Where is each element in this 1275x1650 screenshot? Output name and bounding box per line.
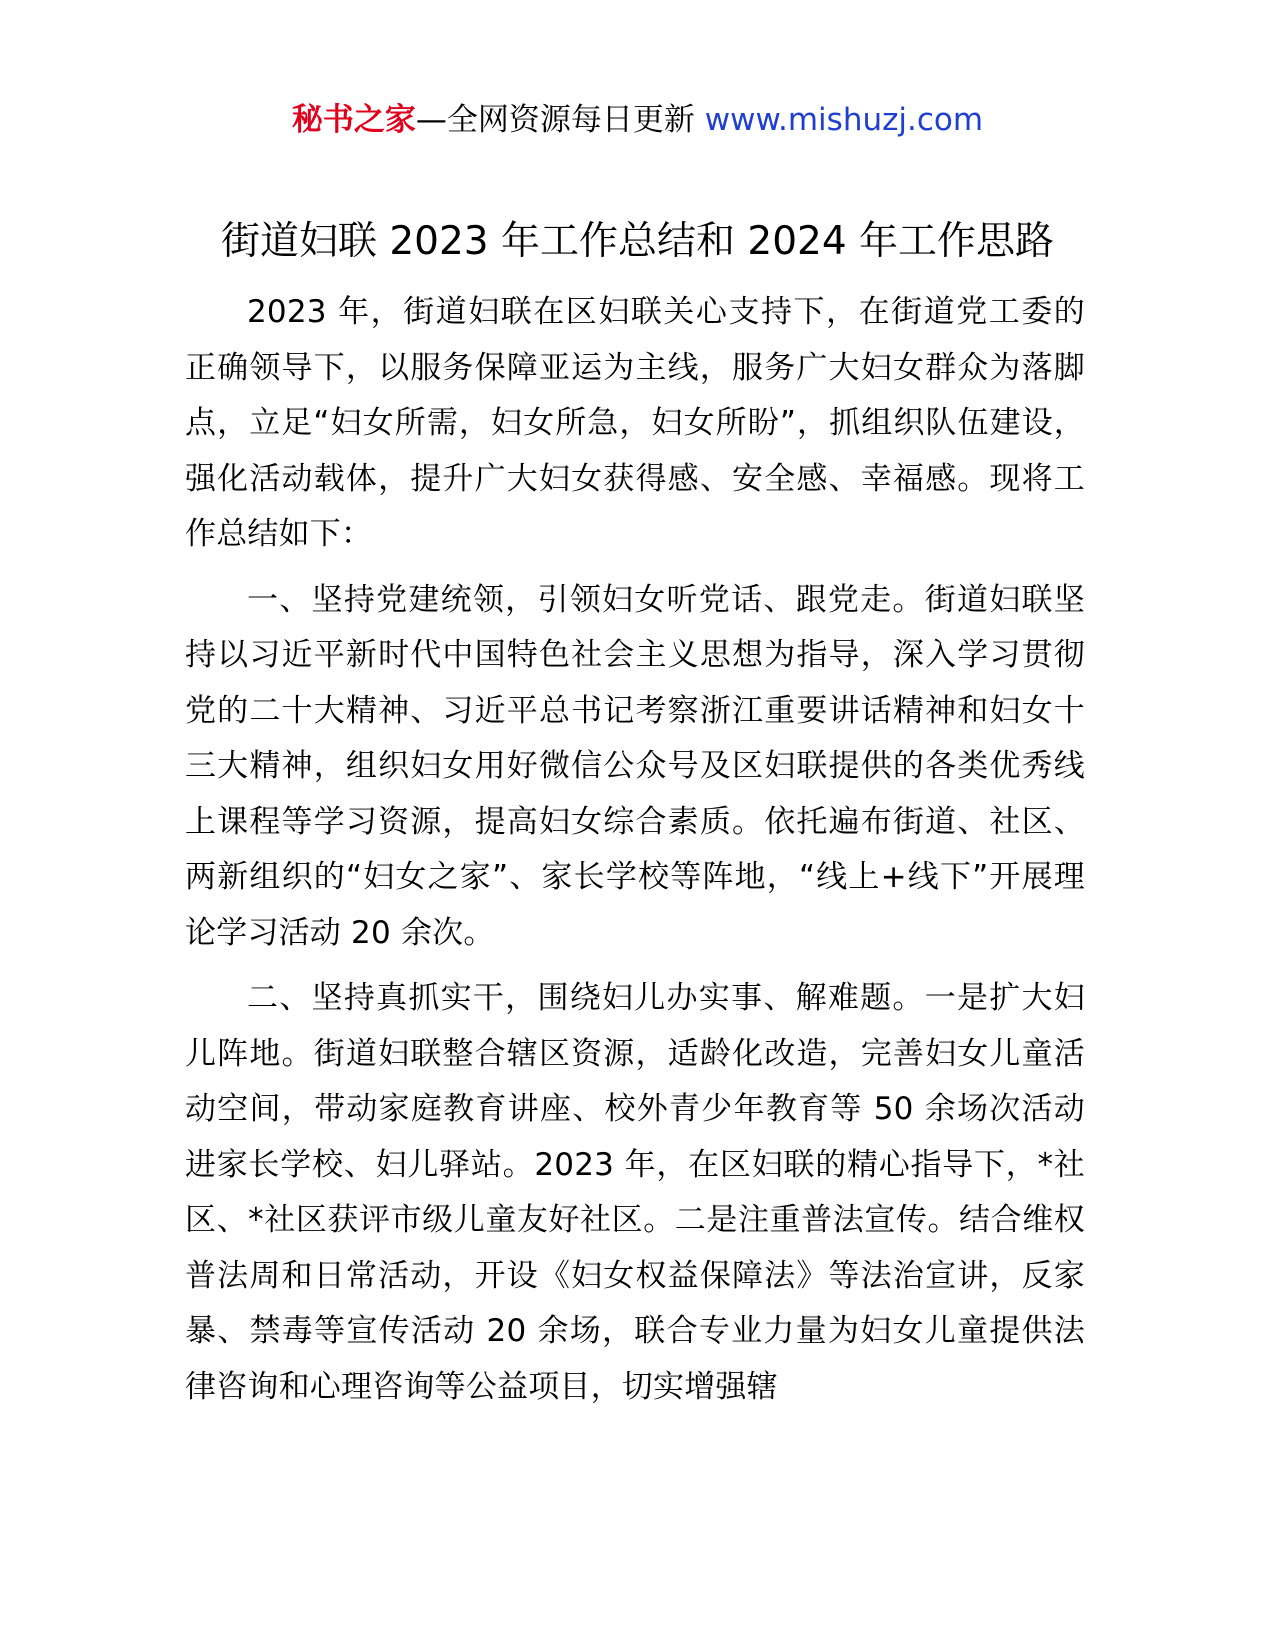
site-url-link[interactable]: www.mishuzj.com: [704, 102, 984, 138]
paragraph-section-2: 二、坚持真抓实干，围绕妇儿办实事、解难题。一是扩大妇儿阵地。街道妇联整合辖区资源，适龄化改造，完善妇女儿童活动空间，带动家庭教育讲座、校外青少年教育等 50 余场次活动进家长学校、妇儿驿站。2023 年，在区妇联的精心指导下，*社区、*社区获评市级儿童友好社区。二是注重普法宣传。结合维权普法周和日常活动，开设《妇女权益保障法》等法治宣讲，反家暴、禁毒等宣传活动 20 余场，联合专业力量为妇女儿童提供法律咨询和心理咨询等公益项目，切实增强辖: [185, 980, 1085, 1405]
document-body: [185, 285, 1085, 1425]
paragraph-section-1: 一、坚持党建统领，引领妇女听党话、跟党走。街道妇联坚持以习近平新时代中国特色社会主义思想为指导，深入学习贯彻党的二十大精神、习近平总书记考察浙江重要讲话精神和妇女十三大精神，组织妇女用好微信公众号及区妇联提供的各类优秀线上课程等学习资源，提高妇女综合素质。依托遍布街道、社区、两新组织的“妇女之家”、家长学校等阵地，“线上+线下”开展理论学习活动 20 余次。: [185, 581, 1085, 951]
site-header: [0, 98, 1275, 142]
brand-name: 秘书之家: [291, 102, 416, 138]
paragraph-intro: 2023 年，街道妇联在区妇联关心支持下，在街道党工委的正确领导下，以服务保障亚运为主线，服务广大妇女群众为落脚点，立足“妇女所需，妇女所急，妇女所盼”，抓组织队伍建设，强化活动载体，提升广大妇女获得感、安全感、幸福感。现将工作总结如下：: [185, 294, 1085, 552]
header-slogan: —全网资源每日更新: [415, 102, 695, 138]
document-title: 街道妇联 2023 年工作总结和 2024 年工作思路: [220, 219, 1055, 264]
